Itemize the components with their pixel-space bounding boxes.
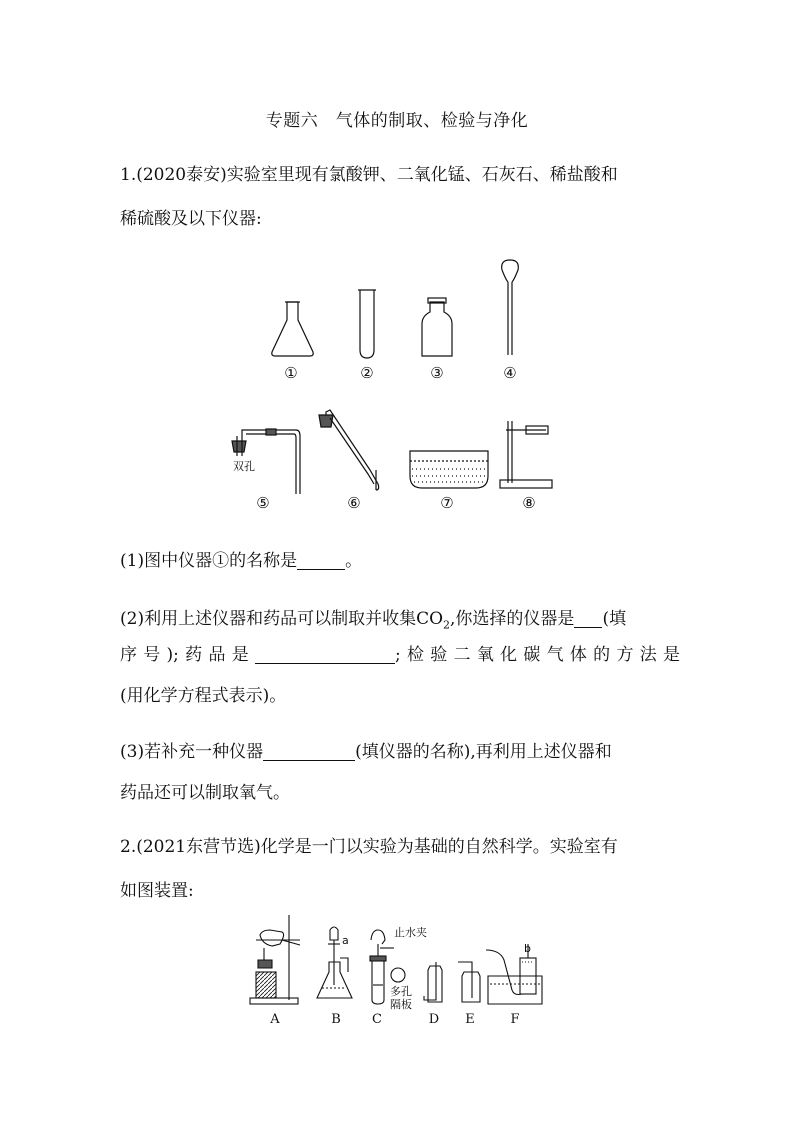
q2-apparatus-label: A — [270, 1012, 280, 1027]
q1-part-2-text: ,你选择的仪器是 — [450, 609, 575, 629]
q1-part-1-end: 。 — [345, 551, 363, 571]
q1-part-1-text: (1)图中仪器①的名称是 — [120, 551, 298, 571]
q1-part-1 — [120, 546, 680, 571]
q2-stem-line-1: 2.(2021东营节选)化学是一门以实验为基础的自然科学。实验室有 — [120, 837, 618, 857]
iron-stand-icon — [500, 421, 552, 488]
apparatus-a-heating-icon — [250, 915, 300, 1004]
test-tube-icon — [358, 290, 376, 358]
q2-apparatus-label: E — [465, 1012, 475, 1027]
gas-bottle-icon — [422, 298, 452, 356]
q1-apparatus-label: ⑦ — [440, 494, 454, 512]
q1-part-3-text: (填仪器的名称),再利用上述仪器和 — [355, 742, 612, 762]
apparatus-e-collection-icon — [458, 962, 480, 1002]
shuangkong-label: 双孔 — [233, 460, 255, 473]
co2-subscript: 2 — [443, 618, 451, 632]
apparatus-f-water-displacement-icon — [486, 944, 542, 1004]
stopper-delivery-tube-icon — [319, 410, 379, 490]
q1-part-3-line-2: 药品还可以制取氧气。 — [120, 783, 290, 803]
q1-apparatus-label: ⑤ — [256, 494, 270, 512]
clamp-label: 止水夹 — [394, 926, 427, 939]
q1-apparatus-figure — [0, 250, 794, 510]
q2-apparatus-label: D — [428, 1012, 440, 1027]
porous-plate-label: 多孔 — [390, 985, 412, 998]
q2-apparatus-label: F — [510, 1012, 520, 1027]
mark-b: b — [524, 942, 531, 955]
answer-blank[interactable] — [263, 742, 355, 761]
mark-a: a — [342, 934, 349, 947]
q1-part-2-line-2 — [120, 640, 680, 665]
q2-apparatus-figure — [0, 910, 794, 1030]
q1-part-2-line-1 — [120, 604, 680, 631]
q2-apparatus-label: C — [372, 1012, 382, 1027]
q1-apparatus-label: ② — [360, 364, 374, 382]
q1-part-3-line-1 — [120, 737, 680, 762]
q1-stem-line-1: 1.(2020泰安)实验室里现有氯酸钾、二氧化锰、石灰石、稀盐酸和 — [120, 165, 618, 185]
conical-flask-icon — [272, 302, 313, 356]
q1-part-2-text: ;检验二氧化碳气体的方法是 — [395, 645, 680, 665]
q1-part-2-line-3: (用化学方程式表示)。 — [120, 686, 287, 706]
porous-plate-label: 隔板 — [390, 998, 412, 1011]
q1-part-2-text: 序号);药品是 — [120, 645, 255, 665]
q1-apparatus-label: ④ — [503, 364, 517, 382]
apparatus-d-collection-icon — [424, 962, 442, 1002]
q1-part-2-text: (填 — [602, 609, 627, 629]
long-neck-funnel-icon — [502, 260, 519, 355]
q1-part-2-text: (2)利用上述仪器和药品可以制取并收集CO — [120, 609, 444, 629]
page-title: 专题六 气体的制取、检验与净化 — [265, 111, 529, 131]
water-trough-icon — [410, 451, 488, 488]
q1-apparatus-label: ⑧ — [522, 494, 536, 512]
answer-blank[interactable] — [574, 609, 602, 628]
answer-blank[interactable] — [297, 551, 345, 570]
q1-apparatus-label: ③ — [430, 364, 444, 382]
q1-part-3-text: (3)若补充一种仪器 — [120, 742, 264, 762]
q2-apparatus-label: B — [331, 1012, 341, 1027]
answer-blank[interactable] — [255, 645, 395, 664]
q1-apparatus-label: ⑥ — [347, 494, 361, 512]
q1-stem-line-2: 稀硫酸及以下仪器: — [120, 209, 262, 229]
q2-stem-line-2: 如图装置: — [120, 881, 194, 901]
q1-apparatus-label: ① — [284, 364, 298, 382]
